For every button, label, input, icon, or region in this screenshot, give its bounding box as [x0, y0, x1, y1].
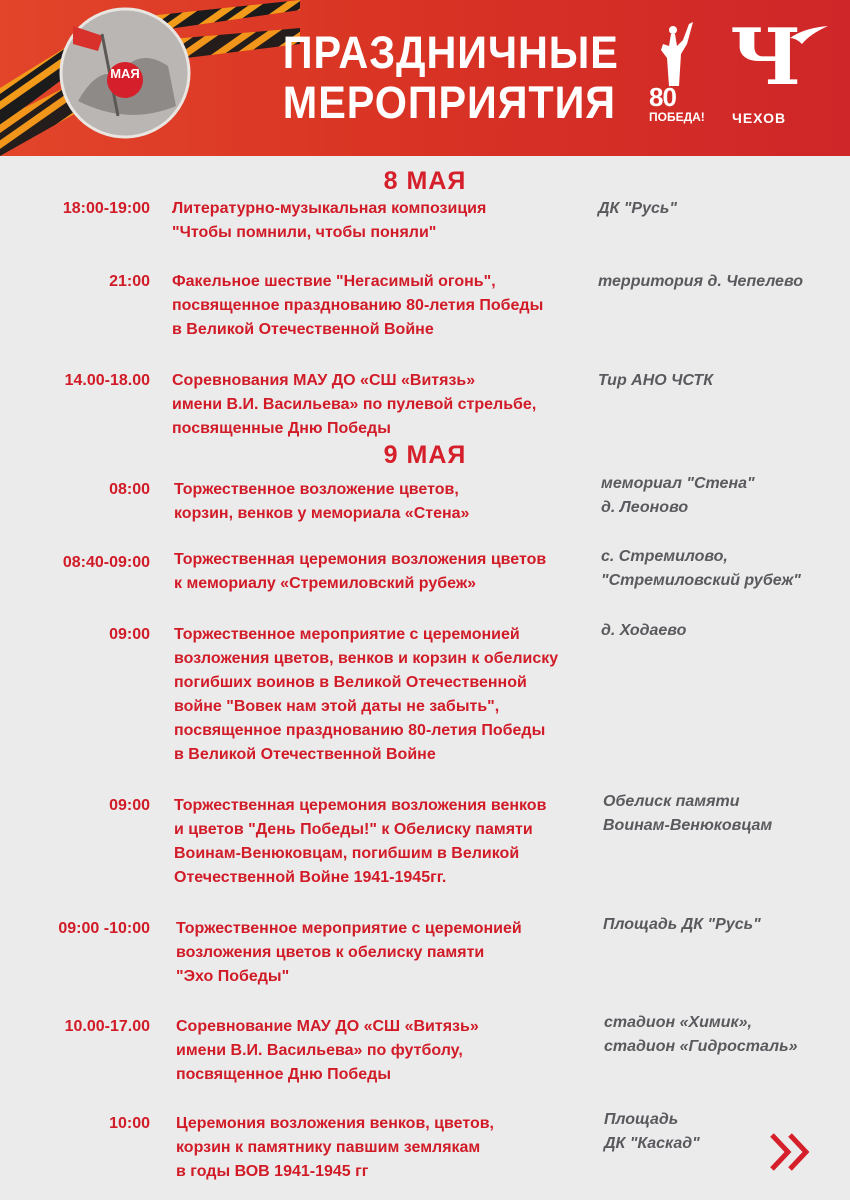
event-place — [598, 197, 843, 221]
event-description-line: Торжественное мероприятие с церемонией — [174, 626, 520, 643]
victory-80-logo — [643, 20, 705, 124]
event-place-line: Тир АНО ЧСТК — [598, 372, 714, 389]
event-description-line: Факельное шествие "Негасимый огонь", — [172, 273, 496, 290]
event-place-line: Площадь — [604, 1111, 679, 1128]
event-time: 14.00-18.00 — [64, 372, 150, 389]
event-time: 18:00-19:00 — [62, 200, 150, 217]
header-banner — [0, 0, 850, 156]
event-description-line: Торжественное мероприятие с церемонией — [176, 920, 522, 937]
event-time: 09:00 — [109, 797, 150, 814]
event-description-line: имени В.И. Васильева» по футболу, — [176, 1042, 463, 1059]
event-place-line: ДК "Русь" — [598, 200, 677, 217]
event-description — [174, 548, 604, 596]
event-description — [172, 270, 602, 342]
event-place-line: с. Стремилово, — [601, 548, 728, 565]
event-place — [601, 619, 846, 643]
event-description-line: посвященное празднованию 80-летия Победы — [172, 297, 544, 314]
event-description-line: к мемориалу «Стремиловский рубеж» — [174, 575, 477, 592]
event-description-line: Торжественное возложение цветов, — [174, 481, 459, 498]
event-description-line: войне "Вовек нам этой даты не забыть", — [174, 698, 500, 715]
logo-chekhov-word: ЧЕХОВ — [732, 110, 787, 126]
event-description-line: в Великой Отечественной Войне — [174, 746, 436, 763]
event-description-line: Торжественная церемония возложения венков — [174, 797, 547, 814]
event-time: 09:00 -10:00 — [58, 920, 150, 937]
event-place-line: Обелиск памяти — [603, 793, 740, 810]
event-description-line: Воинам-Венюковцам, погибшим в Великой — [174, 845, 520, 862]
event-place-line: "Стремиловский рубеж" — [601, 572, 801, 589]
event-description-line: посвященные Дню Победы — [172, 420, 391, 437]
day-heading: 9 МАЯ — [383, 441, 467, 469]
event-place — [598, 369, 843, 393]
event-place — [598, 270, 843, 294]
event-description-line: посвященное Дню Победы — [176, 1066, 391, 1083]
event-place — [601, 472, 846, 520]
event-description-line: в Великой Отечественной Войне — [172, 321, 434, 338]
event-description-line: в годы ВОВ 1941-1945 гг — [176, 1163, 369, 1180]
event-place — [601, 545, 846, 593]
page-title — [282, 27, 619, 128]
event-description-line: Церемония возложения венков, цветов, — [176, 1115, 494, 1132]
event-description-line: Торжественная церемония возложения цветов — [174, 551, 547, 568]
event-place-line: ДК "Каскад" — [604, 1135, 700, 1152]
event-time: 21:00 — [109, 273, 150, 290]
event-time: 09:00 — [109, 626, 150, 643]
event-description-line: корзин к памятнику павшим землякам — [176, 1139, 481, 1156]
event-description — [174, 623, 604, 767]
page-title-line-1: ПРАЗДНИЧНЫЕ — [282, 27, 619, 78]
logo-letter: Ч — [730, 12, 802, 103]
event-place-line: Площадь ДК "Русь" — [603, 916, 761, 933]
event-time: 08:00 — [109, 481, 150, 498]
event-description — [176, 1112, 606, 1184]
logo-number: 80 — [649, 82, 676, 112]
double-chevron-right-icon[interactable] — [768, 1131, 816, 1173]
emblem-label: МАЯ — [110, 66, 140, 81]
event-place-line: стадион «Гидросталь» — [604, 1038, 798, 1055]
event-description-line: и цветов "День Победы!" к Обелиску памяти — [174, 821, 533, 838]
page-title-line-2: МЕРОПРИЯТИЯ — [282, 77, 616, 128]
event-description-line: "Эхо Победы" — [176, 968, 290, 985]
event-description-line: погибших воинов в Великой Отечественной — [174, 674, 527, 691]
event-description-line: посвященное празднованию 80-летия Победы — [174, 722, 546, 739]
event-description — [172, 369, 602, 441]
event-place-line: мемориал "Стена" — [601, 475, 755, 492]
event-description — [176, 1015, 606, 1087]
event-description — [174, 478, 604, 526]
event-place — [603, 790, 848, 838]
event-description-line: Отечественной Войне 1941-1945гг. — [174, 869, 447, 886]
event-place — [603, 913, 848, 937]
event-description — [174, 794, 604, 890]
event-description — [172, 197, 602, 245]
event-description-line: корзин, венков у мемориала «Стена» — [174, 505, 470, 522]
day-heading: 8 МАЯ — [383, 167, 467, 195]
event-description-line: возложения цветов, венков и корзин к обелиску — [174, 650, 559, 667]
event-description-line: "Чтобы помнили, чтобы поняли" — [172, 224, 437, 241]
event-description-line: Соревнования МАУ ДО «СШ «Витязь» — [172, 372, 476, 389]
logo-pobeda-word: ПОБЕДА! — [649, 110, 705, 124]
event-description — [176, 917, 606, 989]
event-description-line: Литературно-музыкальная композиция — [172, 200, 487, 217]
event-place-line: территория д. Чепелево — [598, 273, 803, 290]
event-description-line: имени В.И. Васильева» по пулевой стрельбе, — [172, 396, 537, 413]
motherland-statue-icon — [643, 20, 703, 86]
event-time: 08:40-09:00 — [62, 554, 150, 571]
event-place-line: Воинам-Венюковцам — [603, 817, 773, 834]
event-description-line: Соревнование МАУ ДО «СШ «Витязь» — [176, 1018, 479, 1035]
event-place-line: д. Ходаево — [601, 622, 687, 639]
event-place — [604, 1011, 849, 1059]
event-description-line: возложения цветов к обелиску памяти — [176, 944, 485, 961]
event-place-line: стадион «Химик», — [604, 1014, 752, 1031]
event-place-line: д. Леоново — [601, 499, 689, 516]
event-time: 10:00 — [109, 1115, 150, 1132]
event-time: 10.00-17.00 — [64, 1018, 150, 1035]
